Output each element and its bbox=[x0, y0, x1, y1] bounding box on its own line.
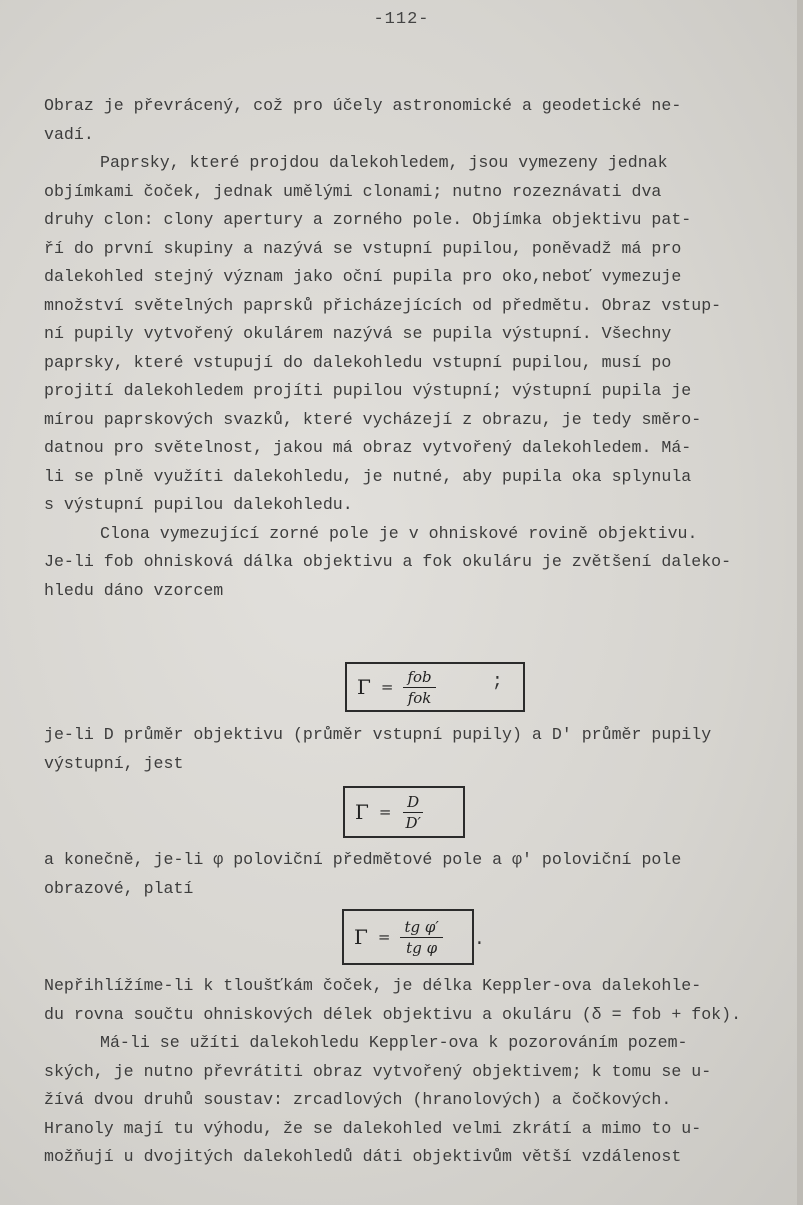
text-line: žívá dvou druhů soustav: zrcadlových (hranolových) a čočkových. bbox=[44, 1090, 672, 1109]
text-line: obrazové, platí bbox=[44, 878, 194, 898]
formula-punctuation: . bbox=[474, 930, 485, 950]
formula-numerator: tg φ′ bbox=[400, 917, 442, 938]
text-line: paprsky, které vstupují do dalekohledu vstupní pupilou, musí po bbox=[44, 352, 672, 372]
formula-lhs: Γ bbox=[354, 925, 368, 949]
text-line: ní pupily vytvořený okulárem nazývá se pupila výstupní. Všechny bbox=[44, 324, 672, 343]
formula-denominator: tg φ bbox=[406, 938, 438, 957]
text-line: du rovna součtu ohniskových délek objektivu a okuláru (δ = fob + fok). bbox=[44, 1004, 742, 1024]
text-line: množství světelných paprsků přicházejících od předmětu. Obraz vstup- bbox=[44, 295, 722, 315]
text-line: mírou paprskových svazků, které vycházejí z obrazu, je tedy směro- bbox=[44, 409, 702, 429]
formula-lhs: Γ bbox=[357, 675, 371, 699]
text-line: výstupní, jest bbox=[44, 753, 184, 773]
formula-equals: = bbox=[377, 928, 391, 946]
formula-numerator: fob bbox=[403, 667, 435, 688]
text-line: Obraz je převrácený, což pro účely astronomické a geodetické ne- bbox=[44, 96, 682, 115]
magnification-formula-3 bbox=[342, 909, 474, 965]
text-line: ských, je nutno převrátiti obraz vytvořený objektivem; k tomu se u- bbox=[44, 1061, 712, 1081]
formula-numerator: D bbox=[403, 792, 423, 813]
formula-punctuation: ; bbox=[492, 672, 503, 692]
text-line: a konečně, je-li φ poloviční předmětové pole a φ′ poloviční pole bbox=[44, 850, 682, 869]
text-line: je-li D průměr objektivu (průměr vstupní pupily) a D′ průměr pupily bbox=[44, 725, 712, 744]
paragraph-block-1 bbox=[44, 92, 784, 605]
text-line: s výstupní pupilou dalekohledu. bbox=[44, 495, 353, 514]
text-line: objímkami čoček, jednak umělými clonami; nutno rozeznávati dva bbox=[44, 181, 662, 201]
magnification-formula-2 bbox=[343, 786, 465, 838]
text-line: Nepřihlížíme-li k tloušťkám čoček, je délka Keppler-ova dalekohle- bbox=[44, 976, 702, 995]
formula-fraction bbox=[401, 792, 424, 833]
text-line: Hranoly mají tu výhodu, že se dalekohled velmi zkrátí a mimo to u- bbox=[44, 1118, 702, 1138]
page-edge-shadow bbox=[797, 0, 803, 1205]
text-line: projití dalekohledem projíti pupilou výstupní; výstupní pupila je bbox=[44, 381, 692, 400]
paragraph-block-4 bbox=[44, 972, 784, 1172]
formula-denominator: fok bbox=[407, 688, 432, 707]
paragraph-block-2 bbox=[44, 721, 784, 778]
page-number: -112- bbox=[373, 10, 430, 29]
paragraph-block-3 bbox=[44, 846, 784, 903]
text-line: dalekohled stejný význam jako oční pupila pro oko,neboť vymezuje bbox=[44, 267, 682, 286]
text-line: vadí. bbox=[44, 124, 94, 144]
text-line: Má-li se užíti dalekohledu Keppler-ova k pozorováním pozem- bbox=[100, 1033, 688, 1052]
text-line: hledu dáno vzorcem bbox=[44, 580, 224, 600]
formula-lhs: Γ bbox=[355, 800, 369, 824]
formula-fraction bbox=[400, 917, 442, 958]
formula-denominator: D′ bbox=[405, 813, 421, 832]
formula-equals: = bbox=[378, 803, 392, 821]
text-line: možňují u dvojitých dalekohledů dáti objektivům větší vzdálenost bbox=[44, 1147, 682, 1166]
text-line: Je-li fob ohnisková dálka objektivu a fok okuláru je zvětšení daleko- bbox=[44, 552, 732, 571]
text-line: Paprsky, které projdou dalekohledem, jsou vymezeny jednak bbox=[100, 153, 668, 172]
text-line: datnou pro světelnost, jakou má obraz vytvořený dalekohledem. Má- bbox=[44, 438, 692, 457]
text-line: druhy clon: clony apertury a zorného pole. Objímka objektivu pat- bbox=[44, 210, 692, 229]
text-line: Clona vymezující zorné pole je v ohniskové rovině objektivu. bbox=[100, 523, 698, 543]
text-line: ří do první skupiny a nazývá se vstupní pupilou, poněvadž má pro bbox=[44, 238, 682, 258]
formula-fraction bbox=[403, 667, 435, 708]
text-line: li se plně využíti dalekohledu, je nutné, aby pupila oka splynula bbox=[44, 466, 692, 486]
formula-equals: = bbox=[380, 678, 394, 696]
